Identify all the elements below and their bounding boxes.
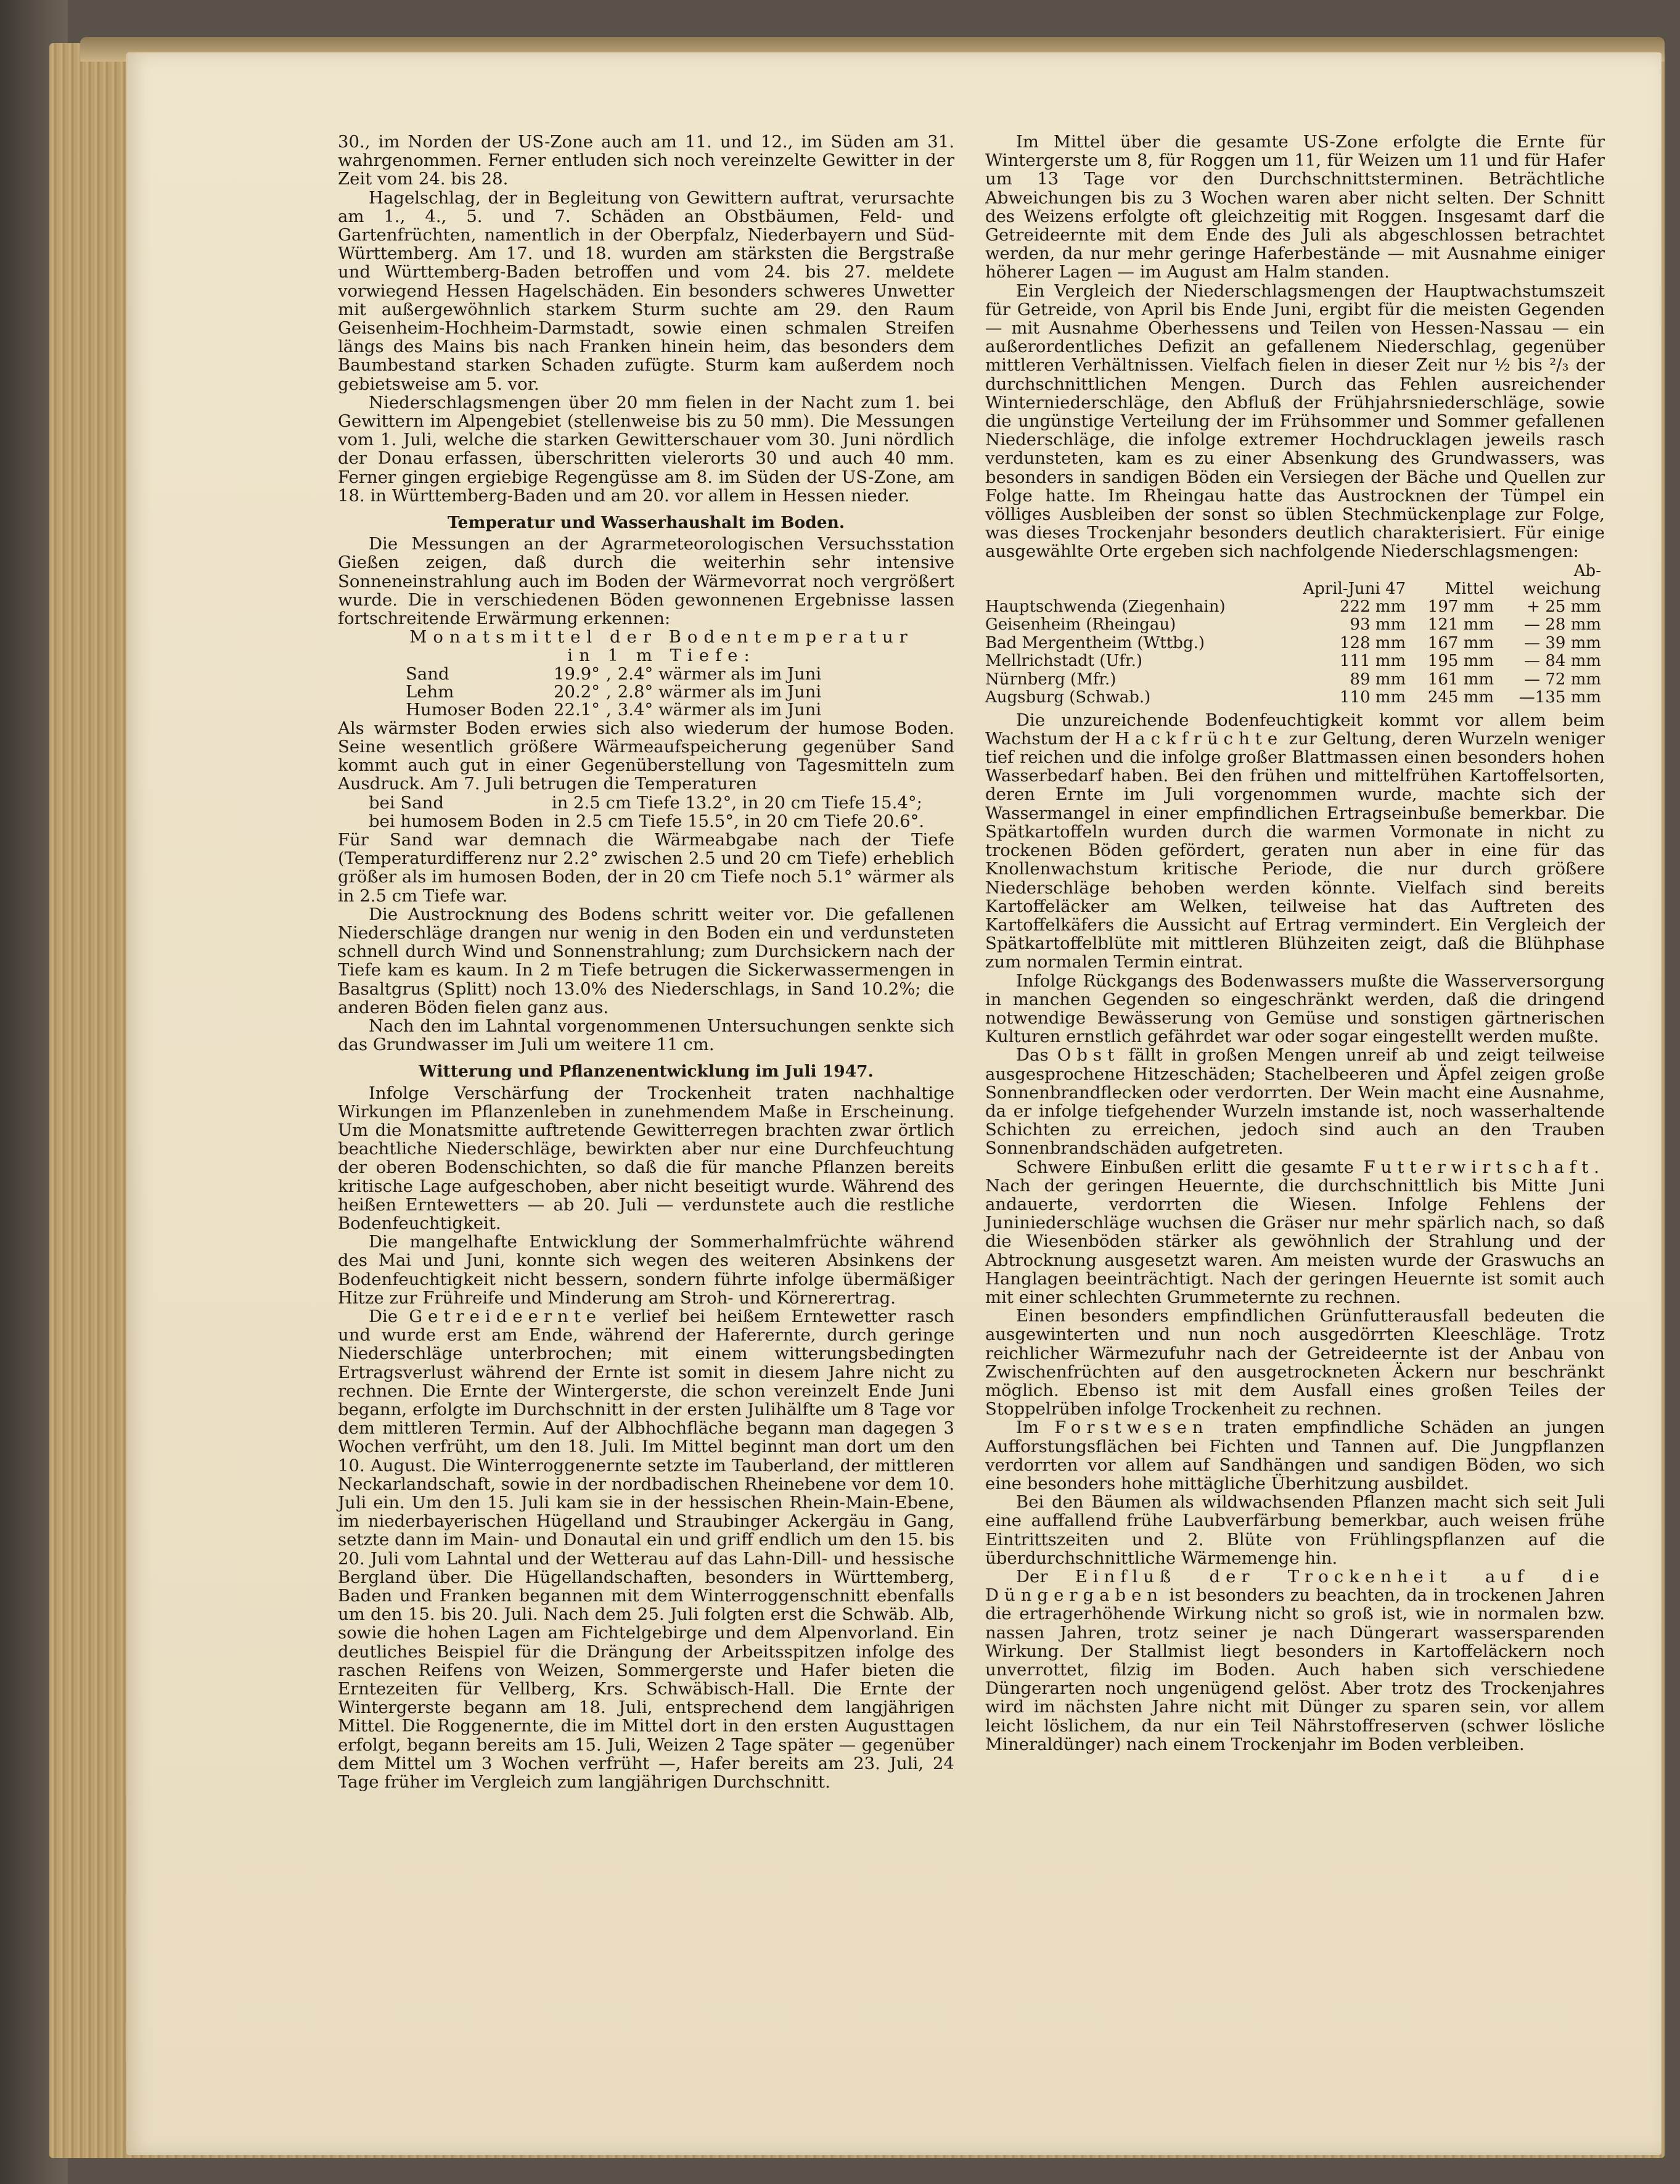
table-row: [406, 665, 827, 683]
spaced-emphasis: Futterwirtschaft.: [1363, 1157, 1605, 1177]
deviation: — 84 mm: [1524, 652, 1601, 671]
paragraph: Die Austrocknung des Bodens schritt weiter vor. Die gefallenen Niederschläge drangen nur wenig in den Boden ein und verdunsteten schnell durch Wind und Sonnenstrahlung; zum Durchsickern nach der Tiefe kam es kaum. In 2 m Tiefe betrugen die Sickerwassermengen in Basaltgrus (Splitt) noch 13.0% des Niederschlags, in Sand 10.2%; die anderen Böden fielen ganz aus.: [338, 904, 954, 1017]
value: 89 mm: [1350, 670, 1406, 689]
place: Bad Mergentheim (Wttbg.): [985, 633, 1205, 652]
paragraph: [985, 1046, 1605, 1157]
place: Nürnberg (Mfr.): [985, 670, 1117, 689]
text-run: Nach der geringen Heuernte, die durchschnittlich bis Mitte Juni andauerte, verdorrten die Wiesen. Infolge Fehlens der Juniniederschläge wuchsen die Gräser nur mehr spärlich nach, so daß die Wiesenböden stärker als gewöhnlich der Strahlung und der Abtrocknung ausgesetzt waren. Am meisten wurde der Graswuchs an Hanglagen beeinträchtigt. Nach der geringen Heuernte ist somit auch mit einer schlechten Grummeternte zu rechnen.: [985, 1175, 1605, 1307]
mean: 167 mm: [1427, 633, 1494, 652]
soil-temp: 19.9°: [554, 663, 600, 684]
soil-type: Humoser Boden: [406, 699, 544, 720]
paragraph: Die Messungen an der Agrarmeteorologischen Versuchsstation Gießen zeigen, daß durch die weiterhin sehr intensive Sonneneinstrahlung auch im Boden der Wärmevorrat noch vergrößert wurde. Die in verschiedenen Böden gewonnenen Ergebnisse lassen fortschreitende Erwärmung erkennen:: [338, 534, 954, 629]
soil-diff: 2.4° wärmer als im Juni: [617, 663, 822, 684]
paragraph: Niederschlagsmengen über 20 mm fielen in der Nacht zum 1. bei Gewittern im Alpengebiet (stellenweise bis zu 50 mm). Die Messungen vom 1. Juli, welche die starken Gewitterschauer vom 30. Juni nördlich der Donau erfassen, überschritten vielerorts 30 und auch 40 mm. Ferner gingen ergiebige Regengüsse am 8. im Süden der US-Zone, am 18. in Württemberg-Baden und am 20. vor allem in Hessen nieder.: [338, 392, 954, 506]
spaced-emphasis: Hackfrüchte: [1115, 728, 1284, 749]
header-deviation: [1498, 562, 1605, 598]
separator: ,: [605, 681, 612, 702]
mean: 195 mm: [1427, 652, 1494, 671]
text-run: Schwere Einbußen erlitt die gesamte: [1016, 1157, 1364, 1177]
table-row: [985, 598, 1605, 617]
table-row: [985, 671, 1605, 689]
paragraph: Hagelschlag, der in Begleitung von Gewittern auftrat, verursachte am 1., 4., 5. und 7. Schäden an Obstbäumen, Feld- und Gartenfrüchten, namentlich in der Oberpfalz, Niederbayern und Süd-Württemberg. Am 17. und 18. wurden am stärksten die Bergstraße und Württemberg-Baden betroffen und vom 24. bis 27. meldete vorwiegend Hessen Hagelschäden. Ein besonders schweres Unwetter mit außergewöhnlich starkem Sturm suchte am 29. den Raum Geisenheim-Hochheim-Darmstadt, sowie einen schmalen Streifen längs des Mains bis nach Franken hinein heim, das besonders dem Baumbestand starken Schaden zufügte. Sturm kam außerdem noch gebietsweise am 5. vor.: [338, 187, 954, 394]
deviation: — 39 mm: [1524, 633, 1601, 652]
paragraph: Infolge Verschärfung der Trockenheit traten nachhaltige Wirkungen im Pflanzenleben in zunehmendem Maße in Erscheinung. Um die Monatsmitte auftretende Gewitterregen brachten zwar örtlich beachtliche Niederschläge, bewirkten aber nur eine Durchfeuchtung der oberen Bodenschichten, so daß die für manche Pflanzen bereits kritische Lage aufgeschoben, aber nicht beseitigt wurde. Während des heißen Erntewetters — ab 20. Juli — verdunstete auch die restliche Bodenfeuchtigkeit.: [338, 1083, 954, 1233]
header-mean: Mittel: [1444, 579, 1494, 598]
deviation: — 28 mm: [1524, 615, 1601, 634]
paragraph: Einen besonders empfindlichen Grünfutterausfall bedeuten die ausgewinterten und nun noch ausgedörrten Kleeschläge. Trotz reichlicher Wärmezufuhr nach der Getreideernte ist der Anbau von Zwischenfrüchten auf den ausgetrockneten Äckern nur beschränkt möglich. Ebenso ist mit dem Ausfall eines großen Teiles der Stoppelrüben infolge Trockenheit zu rechnen.: [985, 1306, 1605, 1419]
value: 128 mm: [1340, 633, 1406, 652]
header-period: April-Juni 47: [1303, 579, 1406, 598]
spaced-emphasis: Einfluß der Trockenheit auf die Düngergaben: [985, 1567, 1605, 1606]
soil-temp: 22.1°: [554, 699, 600, 720]
section-heading: Witterung und Pflanzenentwicklung im Juli 1947.: [419, 1062, 874, 1082]
paragraph: Ein Vergleich der Niederschlagsmengen der Hauptwachstumszeit für Getreide, von April bis Ende Juni, ergibt für die meisten Gegenden — mit Ausnahme Oberhessens und Teilen von Hessen-Nassau — ein außerordentliches Defizit an gefallenem Niederschlag, gegenüber mittleren Verhältnissen. Vielfach fielen in dieser Zeit nur ½ bis ²/₃ der durchschnittlichen Mengen. Durch das Fehlen ausreichender Winterniederschläge, den Abfluß der Frühjahrsniederschläge, sowie die ungünstige Verteilung der im Frühsommer und Sommer gefallenen Niederschläge, die infolge extremer Hochdrucklagen jeweils rasch verdunsteten, kam es zu einer Absenkung des Grundwassers, was besonders in sandigen Böden ein Versiegen der Bäche und Quellen zur Folge hatte. Im Rheingau hatte das Austrocknen der Tümpel ein völliges Ausbleiben der sonst so üblen Stechmückenplage zur Folge, was dieses Trockenjahr besonders deutlich charakterisiert. Für einige ausgewählte Orte ergeben sich nachfolgende Niederschlagsmengen:: [985, 281, 1605, 562]
separator: ,: [605, 699, 612, 720]
text-run: fällt in großen Mengen unreif ab und zeigt teilweise ausgesprochene Hitzeschäden; Stachelbeeren und Äpfel zeigen große Sonnenbrandflecken oder verdorrten. Der Wein macht eine Ausnahme, da er infolge tiefgehender Wurzeln imstande ist, noch wasserhaltende Schichten zu erreichen, jedoch sind auch an den Trauben Sonnenbrandschäden aufgetreten.: [985, 1045, 1605, 1159]
table-header-row: [985, 562, 1605, 598]
text-run: Im: [1016, 1418, 1055, 1438]
place: Augsburg (Schwab.): [985, 688, 1151, 707]
paragraph: [985, 1158, 1605, 1307]
table-row: [985, 616, 1605, 634]
text-run: ist besonders zu beachten, da in trockenen Jahren die ertragerhöhende Wirkung nicht so groß ist, wie in normalen bzw. nassen Jahren, trotz seiner je nach Düngerart wassersparenden Wirkung. Der Stallmist liegt besonders in Kartoffeläckern noch unverrottet, filzig im Boden. Auch haben sich verschiedene Düngerarten noch ungenügend gelöst. Aber trotz des Trockenjahres wird im nächsten Jahre nicht mit Dünger zu sparen sein, vor allem leicht löslichem, da nur ein Teil Nährstoffreserven (schwer lösliche Mineraldünger) nach einem Trockenjahr im Boden verbleiben.: [985, 1585, 1605, 1754]
table-row: [985, 634, 1605, 653]
measurement-line: bei Sand in 2.5 cm Tiefe 13.2°, in 20 cm Tiefe 15.4°;: [369, 792, 922, 813]
place: Mellrichstadt (Ufr.): [985, 652, 1142, 671]
soil-temp: 20.2°: [554, 681, 600, 702]
paragraph: Für Sand war demnach die Wärmeabgabe nach der Tiefe (Temperaturdifferenz nur 2.2° zwischen 2.5 und 20 cm Tiefe) erheblich größer als im humosen Boden, der in 20 cm Tiefe noch 5.1° wärmer als in 2.5 cm Tiefe war.: [338, 829, 954, 906]
paragraph: Als wärmster Boden erwies sich also wiederum der humose Boden. Seine wesentlich größere Wärmeaufspeicherung gegenüber Sand kommt auch gut in einer Gegenüberstellung von Tagesmitteln zum Ausdruck. Am 7. Juli betrugen die Temperaturen: [338, 718, 954, 794]
place: Hauptschwenda (Ziegenhain): [985, 597, 1226, 616]
soil-table-subtitle: in 1 m Tiefe:: [567, 646, 756, 666]
soil-diff: 3.4° wärmer als im Juni: [617, 699, 822, 720]
value: 222 mm: [1340, 597, 1406, 616]
deviation: — 72 mm: [1524, 670, 1601, 689]
text-run: Der: [1016, 1567, 1075, 1587]
soil-temperature-table: [406, 665, 827, 719]
value: 111 mm: [1340, 652, 1406, 671]
paragraph: [985, 711, 1605, 972]
value: 110 mm: [1340, 688, 1406, 707]
spaced-emphasis: Obst: [1057, 1045, 1120, 1065]
soil-table-title: Monatsmittel der Bodentemperatur: [409, 627, 914, 647]
text-run: verlief bei heißem Erntewetter rasch und wurde erst am Ende, während der Haferernte, durch geringe Niederschläge unterbrochen; mit einem witterungsbedingten Ertragsverlust während der Ernte ist somit in diesem Jahre nicht zu rechnen. Die Ernte der Wintergerste, die schon vereinzelt Ende Juni begann, erfolgte im Durchschnitt in der ersten Julihälfte um 8 Tage vor dem mittleren Termin. Auf der Albhochfläche begann man dagegen 3 Wochen verfrüht, um den 18. Juli. Im Mittel beginnt man dort um den 10. August. Die Winterroggenernte setzte im Tauberland, der mittleren Neckarlandschaft, sowie in der nordbadischen Rheinebene vor dem 10. Juli ein. Um den 15. Juli kam sie in der hessischen Rhein-Main-Ebene, im niederbayerischen Hügelland und Straubinger Ackergäu in Gang, setzte dann im Main- und Donautal ein und griff endlich um den 15. bis 20. Juli vom Lahntal und der Wetterau auf das Lahn-Dill- und hessische Bergland über. Die Hügellandschaften, besonders in Württemberg, Baden und Franken begannen mit dem Winterroggenschnitt ebenfalls um den 15. bis 20. Juli. Nach dem 25. Juli folgten erst die Schwäb. Alb, sowie die hohen Lagen am Fichtelgebirge und dem Alpenvorland. Ein deutliches Beispiel für die Drängung der Arbeitsspitzen infolge des raschen Reifens von Weizen, Sommergerste und Hafer bieten die Erntezeiten für Vellberg, Krs. Schwäbisch-Hall. Die Ernte der Wintergerste begann am 18. Juli, entsprechend dem langjährigen Mittel. Die Roggenernte, die im Mittel dort in den ersten Augusttagen erfolgt, begann bereits am 15. Juli, Weizen 2 Tage später — gegenüber dem Mittel um 3 Wochen verfrüht —, Hafer bereits am 23. Juli, 24 Tage früher im Vergleich zum langjährigen Durchschnitt.: [338, 1306, 954, 1792]
text-run: traten empfindliche Schäden an jungen Aufforstungsflächen bei Fichten und Tannen auf. Die Jungpflanzen verdorrten vor allem auf Sandhängen und sandigen Böden, wo sich eine besonders hohe mittägliche Überhitzung ausbildet.: [985, 1418, 1605, 1493]
table-row: [406, 683, 827, 701]
measurement-line: bei humosem Boden in 2.5 cm Tiefe 15.5°, in 20 cm Tiefe 20.6°.: [369, 811, 925, 831]
separator: ,: [605, 663, 612, 684]
paragraph: [985, 1567, 1605, 1754]
paragraph: Im Mittel über die gesamte US-Zone erfolgte die Ernte für Wintergerste um 8, für Roggen um 11, für Weizen um 11 und für Hafer um 13 Tage vor den Durchschnittsterminen. Beträchtliche Abweichungen bis zu 3 Wochen waren aber nicht selten. Der Schnitt des Weizens erfolgte oft gleichzeitig mit Roggen. Insgesamt darf die Getreideernte mit dem Ende des Juli als abgeschlossen betrachtet werden, da nur mehr geringe Haferbestände — mit Ausnahme einiger höherer Lagen — im August am Halm standen.: [985, 132, 1605, 282]
paragraph: Infolge Rückgangs des Bodenwassers mußte die Wasserversorgung in manchen Gegenden so eingeschränkt werden, daß die dringend notwendige Bewässerung von Gemüse und sonstigen gärtnerischen Kulturen ernstlich gefährdet war oder sogar eingestellt werden mußte.: [985, 971, 1605, 1047]
right-column: [985, 133, 1605, 1754]
paragraph: [985, 1418, 1605, 1493]
header-dev-2: weichung: [1522, 579, 1601, 598]
text-run: Die: [369, 1306, 409, 1326]
mean: 161 mm: [1427, 670, 1494, 689]
mean: 121 mm: [1427, 615, 1494, 634]
soil-type: Sand: [406, 663, 449, 684]
text-run: Das: [1016, 1045, 1057, 1065]
mean: 197 mm: [1427, 597, 1494, 616]
mean: 245 mm: [1427, 688, 1494, 707]
header-dev-1: Ab-: [1573, 561, 1601, 580]
table-row: [985, 652, 1605, 671]
table-row: [985, 689, 1605, 707]
paragraph: Nach den im Lahntal vorgenommenen Untersuchungen senkte sich das Grundwasser im Juli um weitere 11 cm.: [338, 1016, 954, 1055]
deviation: + 25 mm: [1526, 597, 1601, 616]
text-run: Die unzureichende Bodenfeuchtigkeit kommt vor allem beim Wachstum der: [985, 710, 1605, 749]
paragraph: Bei den Bäumen als wildwachsenden Pflanzen macht sich seit Juli eine auffallend frühe Laubverfärbung bemerkbar, auch weisen frühe Eintrittszeiten und 2. Blüte von Frühlingspflanzen auf die überdurchschnittliche Wärmemenge hin.: [985, 1492, 1605, 1568]
section-heading: Temperatur und Wasserhaushalt im Boden.: [447, 513, 845, 533]
precipitation-table: [985, 562, 1605, 707]
text-run: zur Geltung, deren Wurzeln weniger tief reichen und die infolge großer Blattmassen einen besonders hohen Wasserbedarf haben. Bei den frühen und mittelfrühen Kartoffelsorten, deren Ernte im Juli vorgenommen wurde, machte sich der Wassermangel in einer empfindlichen Ertragseinbuße bemerkbar. Die Spätkartoffeln wurden durch die warmen Vormonate in nicht zu trockenen Böden gefördert, geraten nun aber in eine für das Knollenwachstum kritische Periode, die nur durch größere Niederschläge behoben werden könnte. Vielfach sind bereits Kartoffeläcker am Welken, teilweise hat das Auftreten des Kartoffelkäfers die Aussicht auf Ertrag vermindert. Ein Vergleich der Spätkartoffelblüte mit mittleren Blühzeiten zeigt, daß die Blühphase zum normalen Termin eintrat.: [985, 728, 1605, 972]
header-place: [985, 562, 1277, 598]
paragraph: Die mangelhafte Entwicklung der Sommerhalmfrüchte während des Mai und Juni, konnte sich wegen des weiteren Absinkens der Bodenfeuchtigkeit nicht bessern, sondern führte infolge übermäßiger Hitze zur Frühreife und Minderung am Stroh- und Körnerertrag.: [338, 1232, 954, 1308]
paragraph: [338, 1307, 954, 1791]
spaced-emphasis: Forstwesen: [1054, 1418, 1209, 1438]
soil-diff: 2.8° wärmer als im Juni: [617, 681, 822, 702]
deviation: —135 mm: [1518, 688, 1601, 707]
table-row: [406, 701, 827, 719]
place: Geisenheim (Rheingau): [985, 615, 1176, 634]
soil-type: Lehm: [406, 681, 454, 702]
paragraph: 30., im Norden der US-Zone auch am 11. und 12., im Süden am 31. wahrgenommen. Ferner entluden sich noch vereinzelte Gewitter in der Zeit vom 24. bis 28.: [338, 132, 954, 189]
spaced-emphasis: Getreideernte: [409, 1306, 602, 1326]
left-column: [338, 133, 954, 1791]
value: 93 mm: [1350, 615, 1406, 634]
